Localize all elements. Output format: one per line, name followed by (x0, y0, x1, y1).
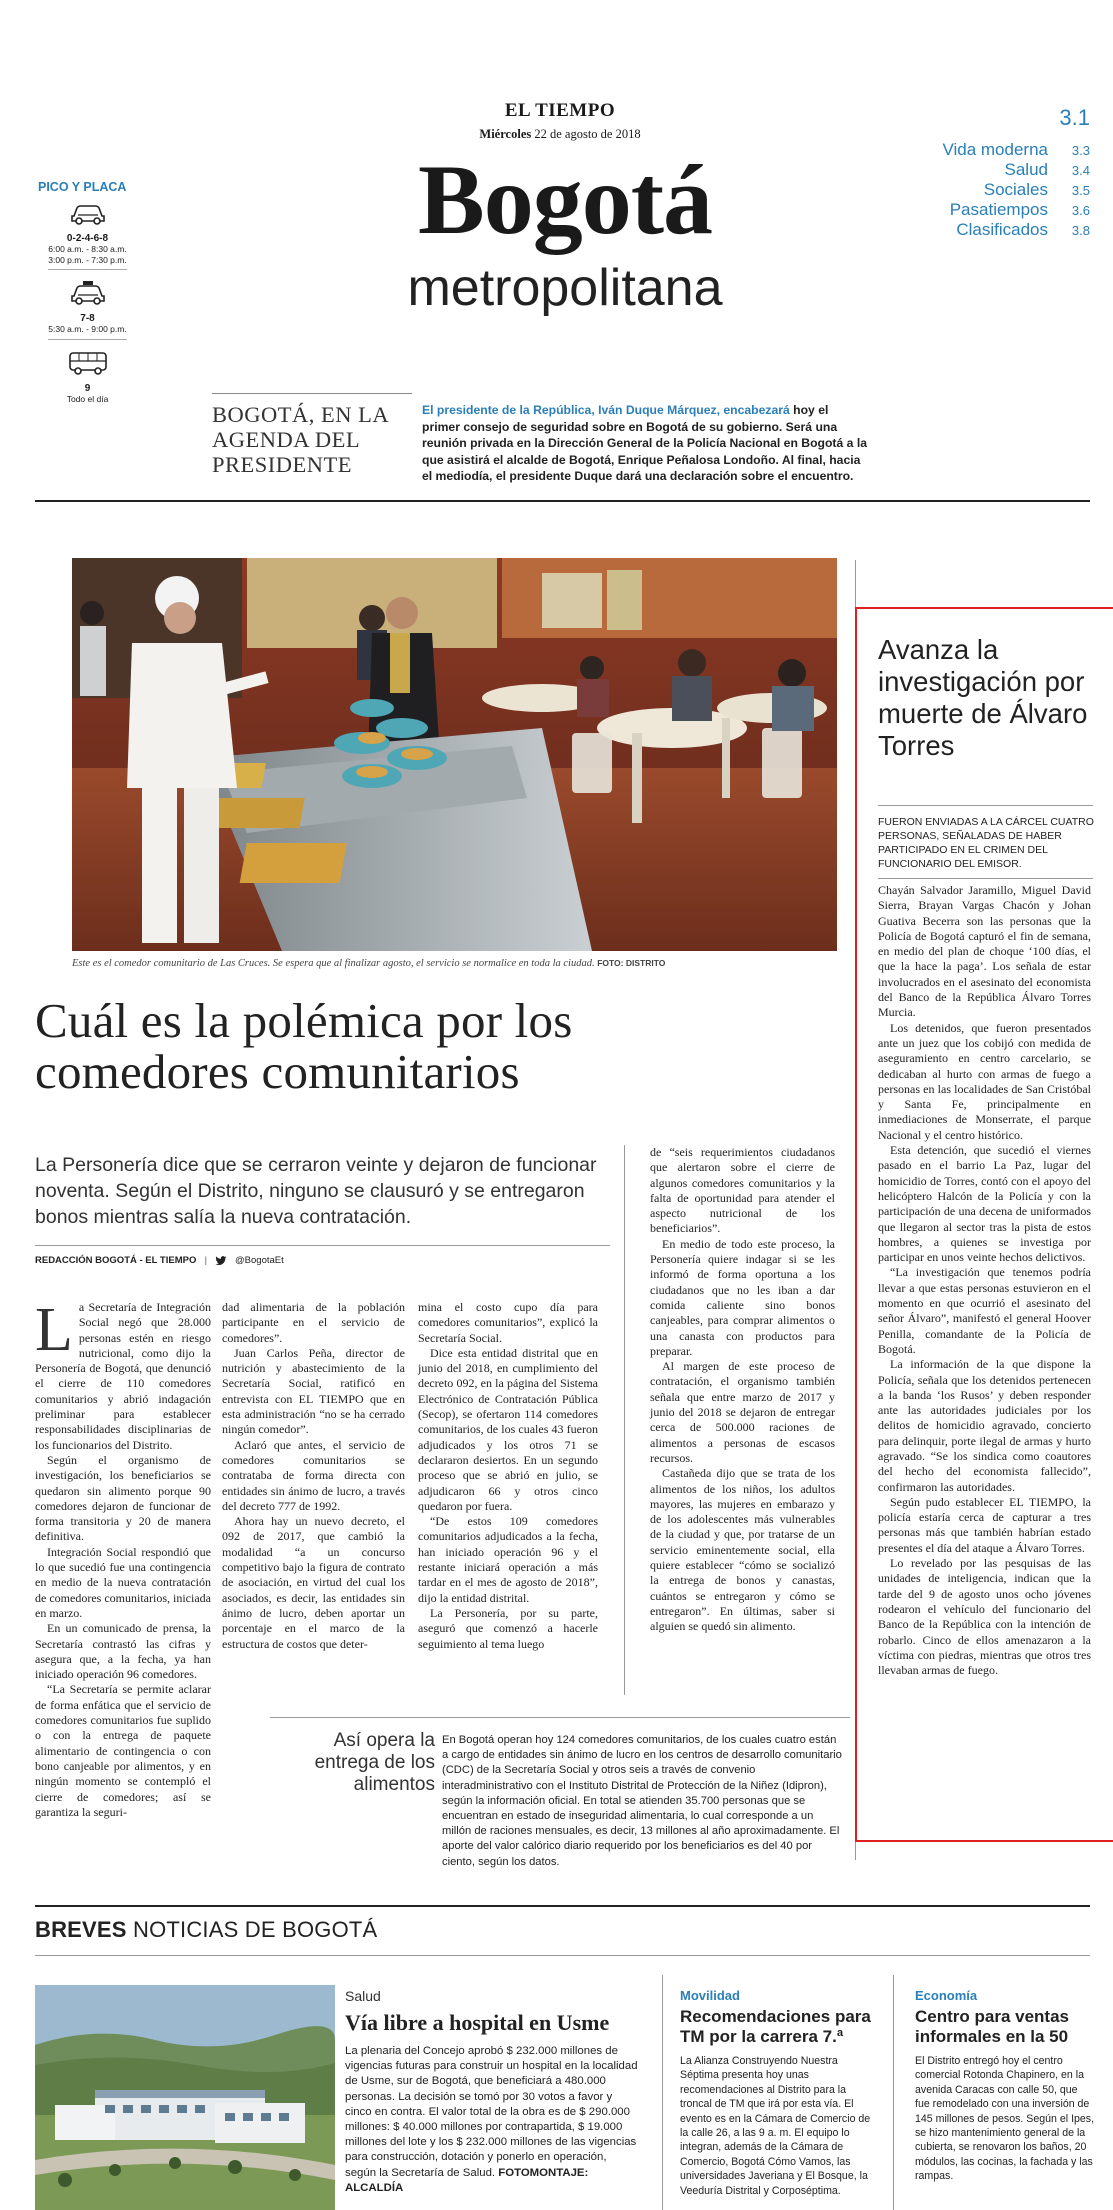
paragraph: La información de la que dispone la Policía, señala que los detenidos pertenecen a la banda ‘los Rusos’ y deben responder ante las autoridades judiciales por los delitos de homicidio agravado, concierto para delinquir, porte ilegal de armas y hurto agravado. “Se los sindica como coautores del hecho del economista fallecido”, confirmaron las autoridades. (878, 1357, 1091, 1494)
breve-title: Centro para ventas informales en la 50 (915, 2007, 1069, 2046)
breve-kicker: Salud (345, 1988, 381, 2004)
divider (48, 339, 127, 340)
twitter-icon (215, 1256, 227, 1266)
paragraph: Dice esta entidad distrital que en junio del 2018, en cumplimiento del decreto 092, en la página del Sistema Electrónico de Contratación Pública (Secop), se ofertaron 114 comedores comunitarios, de los cuales 43 fueron adjudicados y los otros 71 se declararon desiertos. En un segundo proceso que se abrió en julio, se adjudicaron 66 y otros cinco quedaron por fuera. (418, 1345, 598, 1513)
paragraph: Los detenidos, que fueron presentados ante un juez que los cobijó con medida de aseguramiento en centro carcelario, se dedicaban al hurto con armas de fuego a personas en las localidades de San Cristóbal y Santa Fe, principalmente en inmediaciones de Monserrate, el parque Nacional y el centro histórico. (878, 1020, 1091, 1142)
paragraph: Al margen de este proceso de contratación, el organismo también señala que entre marzo de 2017 y junio del 2018 se dejaron de entregar cerca de 500.000 raciones de alimentos a personas de escasos recursos. (650, 1359, 835, 1465)
issue-date (440, 127, 680, 142)
taxi-icon (68, 280, 108, 306)
paragraph: dad alimentaria de la población participante en el servicio de comedores”. (222, 1300, 405, 1345)
pyp-digits: 7-8 (80, 313, 95, 325)
paragraph: En un comunicado de prensa, la Secretaría contrastó las cifras y asegura que, a la fecha, ya han iniciado operación 96 comedores. (35, 1621, 211, 1682)
divider (878, 878, 1093, 879)
date-day: Miércoles (479, 127, 532, 141)
breve-kicker: Economía (915, 1988, 978, 2003)
section-index (880, 140, 1090, 240)
paragraph: Integración Social respondió que lo que sucedió fue una contingencia en medio de la nueva contratación de comedores comunitarios, iniciada en marzo. (35, 1544, 211, 1620)
story-column-4 (650, 1145, 835, 1635)
breve-kicker: Movilidad (680, 1988, 740, 2003)
breve-body: La Alianza Construyendo Nuestra Séptima presenta hoy unas recomendaciones al Distrito para la troncal de TM que irá por esta vía. El evento es en la Cámara de Comercio de la calle 26, a las 9 a. m. El equipo lo integran, además de la Cámara de Comercio, Bogotá Cómo Vamos, las universidades Javeriana y El Bosque, la Veeduría Distrital y Corposéptima. (680, 2055, 871, 2197)
dropcap: L (35, 1296, 73, 1364)
photo-credit: FOTO: DISTRITO (597, 958, 666, 968)
paragraph: Lo revelado por las pesquisas de las unidades de inteligencia, indican que la tarde del 9 de agosto unos ocho jóvenes rodearon el vehículo del funcionario del Banco de la República con la intención de robarlo. Cinco de ellos amenazaron a la víctima con piedras, mientras que otros tres llevaban armas de fuego. (878, 1556, 1091, 1678)
paragraph: Según el organismo de investigación, los beneficiarios se quedaron sin alimento porque 90 comedores dejaron de funcionar de forma transitoria y 20 de manera definitiva. (35, 1452, 211, 1544)
photo-caption: Este es el comedor comunitario de Las Cruces. Se espera que al finalizar agosto, el servicio se normalice en toda la ciudad. FOTO: DISTRITO (72, 958, 666, 969)
car-icon (68, 200, 108, 226)
sidebar-deck: FUERON ENVIADAS A LA CÁRCEL CUATRO PERSONAS, SEÑALADAS DE HABER PARTICIPADO EN EL CRIMEN DEL FUNCIONARIO DEL EMISOR. (878, 816, 1094, 870)
paragraph: Juan Carlos Peña, director de nutrición y abastecimiento de la Secretaría Social, ratificó en entrevista con EL TIEMPO que en esta administración “no se ha cerrado ningún comedor”. (222, 1345, 405, 1437)
column-divider (624, 1145, 625, 1695)
sidebar-headline: Avanza la investigación por muerte de Álvaro Torres (878, 634, 1088, 761)
divider (48, 269, 127, 270)
breve-title: Recomendaciones para TM por la carrera 7.ª (680, 2007, 871, 2046)
main-photo (72, 558, 837, 951)
column-divider (893, 1975, 894, 2210)
hospital-photo (35, 1985, 335, 2210)
pyp-digits: 9 (84, 382, 91, 394)
breve-title: Vía libre a hospital en Usme (345, 2010, 610, 2035)
section-subtitle: metropolitana (407, 259, 723, 317)
sidebar-body (878, 883, 1091, 1678)
page-number: 3.1 (1059, 105, 1090, 130)
divider (35, 1245, 610, 1246)
divider (878, 805, 1093, 806)
sidebar-box-title: Así opera la entrega de los alimentos (314, 1730, 435, 1795)
agenda-lead: El presidente de la República, Iván Duque Márquez, encabezará hoy el primer consejo de seguridad sobre en Bogotá de su gobierno. Será una reunión privada en la Dirección General de la Policía Nacional en Bogotá a la que asistirá el alcalde de Bogotá, Enrique Peñalosa Londoño. Al final, hacia el mediodía, el presidente Duque dará una declaración sobre el encuentro. (422, 403, 867, 483)
breves-label: BREVES NOTICIAS DE BOGOTÁ (35, 1917, 378, 1942)
hospital-rendering-illustration (35, 1985, 335, 2210)
paragraph: En medio de todo este proceso, la Personería quiere indagar si se les informó de forma oportuna a los ciudadanos que no les iban a dar comida caliente sino bonos canjeables, para comprar alimentos o una canasta con productos para preparar. (650, 1236, 835, 1358)
twitter-handle: @BogotaEt (235, 1255, 284, 1266)
pyp-hours: 5:30 a.m. - 9:00 p.m. (48, 324, 127, 335)
date-rest: 22 de agosto de 2018 (531, 127, 641, 141)
paragraph: Esta detención, que sucedió el viernes pasado en el barrio La Paz, lugar del homicidio de Torres, contó con el apoyo del helicóptero Halcón de la Policía y con la participación de una decena de uniformados que llegaron al sector tras la pista de estos hombres, a quienes se investiga por participar en unos veinte hechos delictivos. (878, 1143, 1091, 1265)
breve-body: La plenaria del Concejo aprobó $ 232.000 millones de vigencias futuras para construir un hospital en la localidad de Usme, sur de Bogotá, que beneficiará a 480.000 personas. La decisión se tomó por 30 votos a favor y cinco en contra. El valor total de la obra es de $ 290.000 millones: $ 40.000 millones por contrapartida, $ 19.000 millones del lote y los $ 232.000 millones de las vigencias para construcción, dotación y ponerlo en operación, según la Secretaría de Salud. FOTOMONTAJE: ALCALDÍA (345, 2045, 638, 2194)
paragraph: “La investigación que tenemos podría llevar a que estas personas estuvieron en el momento en que ocurrió el asesinato del señor Álvaro”, manifestó el general Hoover Penilla, comandante de la Policía de Bogotá. (878, 1265, 1091, 1356)
divider (35, 1955, 1090, 1956)
pyp-hours: 6:00 a.m. - 8:30 a.m. (48, 244, 127, 254)
pyp-hours: 3:00 p.m. - 7:30 p.m. (48, 254, 127, 265)
comedor-photo-illustration (72, 558, 837, 951)
agenda-title: BOGOTÁ, EN LA AGENDA DEL PRESIDENTE (212, 402, 388, 477)
breve-body: El Distrito entregó hoy el centro comercial Rotonda Chapinero, en la avenida Caracas con calle 50, que fue remodelado con una inversión de 145 millones de pesos. Según el Ipes, se hizo mantenimiento general de la cubierta, se renovaron los baños, 20 módulos, las cocinas, la fachada y las rampas. (915, 2055, 1095, 2183)
story-column-2 (222, 1300, 405, 1652)
divider (212, 393, 412, 394)
byline-author: REDACCIÓN BOGOTÁ - EL TIEMPO (35, 1255, 197, 1266)
section-rule (35, 1905, 1090, 1907)
paragraph: a Secretaría de Integración Social negó que 28.000 personas estén en riesgo nutricional, como dijo la Personería de Bogotá, que denunció el cierre de 110 comedores comunitarios y abrió indagación preliminar para establecer responsabilidades disciplinarias de los funcionarios del Distrito. (35, 1300, 211, 1452)
divider (270, 1717, 850, 1718)
pyp-digits: 0-2-4-6-8 (66, 233, 109, 244)
main-deck: La Personería dice que se cerraron veinte y dejaron de funcionar noventa. Según el Distrito, ninguno se clausuró y se entregaron bonos mientras salía la nueva contratación. (35, 1154, 597, 1228)
section-rule (35, 500, 1090, 502)
bus-icon (68, 350, 108, 376)
photo-credit: FOTOMONTAJE: ALCALDÍA (345, 2166, 589, 2194)
section-title: Bogotá (418, 144, 712, 255)
pico-y-placa-title: PICO Y PLACA (38, 180, 127, 194)
paragraph: Castañeda dijo que se trata de los alimentos de los niños, los adultos mayores, las mujeres en embarazo y de los adolescentes más vulnerables de la ciudad y que, por tratarse de un servicio eminentemente social, ella quiere establecer “cómo se socializó la entrega de bonos y canastas, cuántos se entregaron y cómo se entregaron”. En últimas, saber si alguien se quedó sin alimento. (650, 1466, 835, 1634)
paragraph: mina el costo cupo día para comedores comunitarios”, explicó la Secretaría Social. (418, 1300, 598, 1345)
index-item[interactable]: Sociales 3.5 (983, 180, 1090, 199)
story-column-1 (35, 1296, 211, 1820)
paragraph: Ahora hay un nuevo decreto, el 092 de 2017, que cambió la modalidad “a un concurso competitivo bajo la figura de contrato de asociación, en virtud del cual los asociados, es decir, las entidades sin ánimo de lucro, deben aportar un porcentaje en el marco de la estructura de costos que deter- (222, 1514, 405, 1651)
index-item[interactable]: Clasificados 3.8 (956, 220, 1090, 239)
story-column-3 (418, 1300, 598, 1652)
newspaper-brand: EL TIEMPO (504, 100, 616, 121)
paragraph: Aclaró que antes, el servicio de comedores comunitarios se contrataba de forma directa con entidades sin ánimo de lucro, a través del decreto 777 de 1992. (222, 1437, 405, 1513)
pico-y-placa (30, 180, 145, 405)
pyp-hours: Todo el día (66, 393, 109, 404)
byline: REDACCIÓN BOGOTÁ - EL TIEMPO | @BogotaEt (35, 1255, 284, 1266)
index-item[interactable]: Pasatiempos 3.6 (949, 200, 1090, 219)
paragraph: Chayán Salvador Jaramillo, Miguel David Sierra, Brayan Vargas Chacón y Johan Guativa Becerra son las personas que la Policía de Bogotá capturó el fin de semana, en medio del plan de choque ‘100 días, el que la hace la paga’. Los señala de estar involucrados en el asesinato del economista del Banco de la República Álvaro Torres Murcia. (878, 883, 1091, 1020)
paragraph: “La Secretaría se permite aclarar de forma enfática que el servicio de comedores comunitarios fue suplido o con la entrega de paquete alimentario de contingencia o con bono canjeable por alimentos, y en ningún momento se contempló el cierre de comedores; así se garantiza la seguri- (35, 1682, 211, 1819)
paragraph: de “seis requerimientos ciudadanos que alertaron sobre el cierre de algunos comedores comunitarios y la falta de oportunidad para atender el aspecto nutricional de los beneficiarios”. (650, 1145, 835, 1236)
paragraph: Según pudo establecer EL TIEMPO, la policía estaría cerca de capturar a tres personas más que también habrían estado presentes el día del ataque a Álvaro Torres. (878, 1494, 1091, 1555)
sidebar-box-body: En Bogotá operan hoy 124 comedores comunitarios, de los cuales cuatro están a cargo de entidades sin ánimo de lucro en los centros de desarrollo comunitario (CDC) de la Secretaría Social y otros seis a través de convenio interadministrativo con el Instituto Distrital de Protección de la Niñez (Idipron), según la información oficial. En total se atienden 35.700 personas que se encuentran en estado de inseguridad alimentaria, lo cual corresponde a un millón de raciones mensuales, es decir, 13 millones al año aproximadamente. El aporte del valor calórico diario requerido por los beneficiarios es del 40 por ciento, según los datos. (442, 1734, 842, 1868)
paragraph: La Personería, por su parte, aseguró que comenzó a hacerle seguimiento al tema luego (418, 1605, 598, 1651)
index-item[interactable]: Vida moderna 3.3 (942, 140, 1090, 159)
index-item[interactable]: Salud 3.4 (1004, 160, 1090, 179)
paragraph: “De estos 109 comedores comunitarios adjudicados a la fecha, han iniciado operación 96 y el restante iniciará operación a más tardar en el mes de agosto de 2018”, dijo la entidad distrital. (418, 1514, 598, 1605)
main-headline: Cuál es la polémica por los comedores comunitarios (35, 993, 573, 1099)
column-divider (662, 1975, 663, 2210)
